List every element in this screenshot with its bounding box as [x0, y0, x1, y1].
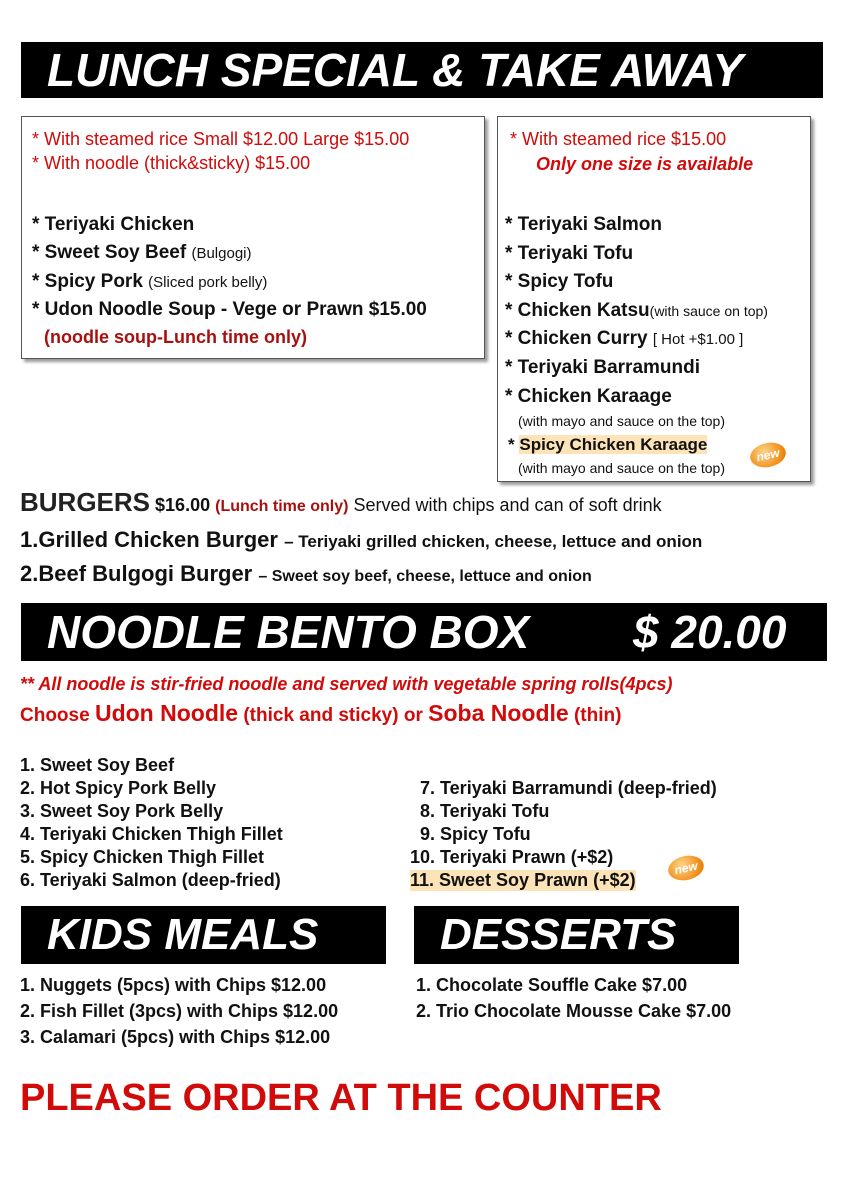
lunch-right-item: * Teriyaki Tofu [505, 243, 634, 264]
lunch-left-footnote: (noodle soup-Lunch time only) [44, 327, 307, 347]
new-badge: new [666, 853, 706, 884]
bento-note: ** All noodle is stir-fried noodle and served with vegetable spring rolls(4pcs) [20, 674, 673, 694]
lunch-right-price-1: * With steamed rice $15.00 [510, 129, 727, 149]
lunch-right-item: * Chicken Curry [ Hot +$1.00 ] [505, 328, 744, 349]
bento-item: 3. Sweet Soy Pork Belly [20, 801, 224, 821]
lunch-left-price-2: * With noodle (thick&sticky) $15.00 [32, 153, 311, 173]
desserts-title: DESSERTS [440, 910, 677, 959]
bento-banner [21, 603, 827, 661]
lunch-right-item: * Spicy Tofu [505, 271, 614, 292]
spicy-karaage-item: * Spicy Chicken Karaage [508, 435, 708, 454]
kids-banner [21, 906, 386, 964]
lunch-right-item: * Chicken Karaage [505, 386, 672, 407]
kids-item: 1. Nuggets (5pcs) with Chips $12.00 [20, 975, 327, 995]
order-at-counter: PLEASE ORDER AT THE COUNTER [20, 1077, 662, 1119]
burgers-title: BURGERS [20, 487, 151, 517]
lunch-right-item: * Teriyaki Salmon [505, 214, 662, 235]
bento-item: 1. Sweet Soy Beef [20, 755, 175, 775]
kids-item: 2. Fish Fillet (3pcs) with Chips $12.00 [20, 1001, 339, 1021]
bento-item: 7. Teriyaki Barramundi (deep-fried) [420, 778, 717, 798]
lunch-title: LUNCH SPECIAL & TAKE AWAY [47, 44, 743, 96]
lunch-right-item: * Teriyaki Barramundi [505, 357, 701, 378]
burger-item: 2.Beef Bulgogi Burger – Sweet soy beef, cheese, lettuce and onion [20, 561, 592, 586]
lunch-left-item: * Sweet Soy Beef (Bulgogi) [32, 242, 252, 263]
bento-title: NOODLE BENTO BOX [47, 606, 530, 658]
lunch-left-item: * Teriyaki Chicken [32, 214, 195, 235]
bento-item: 5. Spicy Chicken Thigh Fillet [20, 847, 265, 867]
lunch-left-box [21, 116, 485, 359]
burgers-header: BURGERS $16.00 (Lunch time only) Served with chips and can of soft drink [20, 487, 662, 517]
bento-item: 4. Teriyaki Chicken Thigh Fillet [20, 824, 283, 844]
burger-item: 1.Grilled Chicken Burger – Teriyaki grilled chicken, cheese, lettuce and onion [20, 527, 703, 552]
kids-item: 3. Calamari (5pcs) with Chips $12.00 [20, 1027, 331, 1047]
bento-choose: Choose Udon Noodle (thick and sticky) or Soba Noodle (thin) [20, 700, 622, 726]
lunch-right-item: * Chicken Katsu(with sauce on top) [505, 300, 768, 321]
dessert-item: 1. Chocolate Souffle Cake $7.00 [416, 975, 688, 995]
lunch-right-box [497, 116, 811, 482]
spicy-karaage-note: (with mayo and sauce on the top) [518, 460, 726, 476]
kids-title: KIDS MEALS [47, 910, 319, 959]
lunch-right-price-2: Only one size is available [536, 154, 754, 174]
karaage-note: (with mayo and sauce on the top) [518, 413, 726, 429]
bento-new-item: 11. Sweet Soy Prawn (+$2) [410, 870, 636, 890]
bento-item: 6. Teriyaki Salmon (deep-fried) [20, 870, 281, 890]
bento-item: 9. Spicy Tofu [420, 824, 531, 844]
lunch-banner [21, 42, 823, 98]
lunch-left-price-1: * With steamed rice Small $12.00 Large $15.00 [32, 129, 410, 149]
lunch-left-item: * Spicy Pork (Sliced pork belly) [32, 271, 268, 292]
dessert-item: 2. Trio Chocolate Mousse Cake $7.00 [416, 1001, 732, 1021]
lunch-left-item: * Udon Noodle Soup - Vege or Prawn $15.00 [32, 299, 427, 320]
bento-item: 8. Teriyaki Tofu [420, 801, 550, 821]
bento-item: 10. Teriyaki Prawn (+$2) [410, 847, 614, 867]
new-badge: new [748, 440, 788, 471]
bento-price: $ 20.00 [633, 606, 787, 658]
bento-item: 2. Hot Spicy Pork Belly [20, 778, 217, 798]
desserts-banner [414, 906, 739, 964]
